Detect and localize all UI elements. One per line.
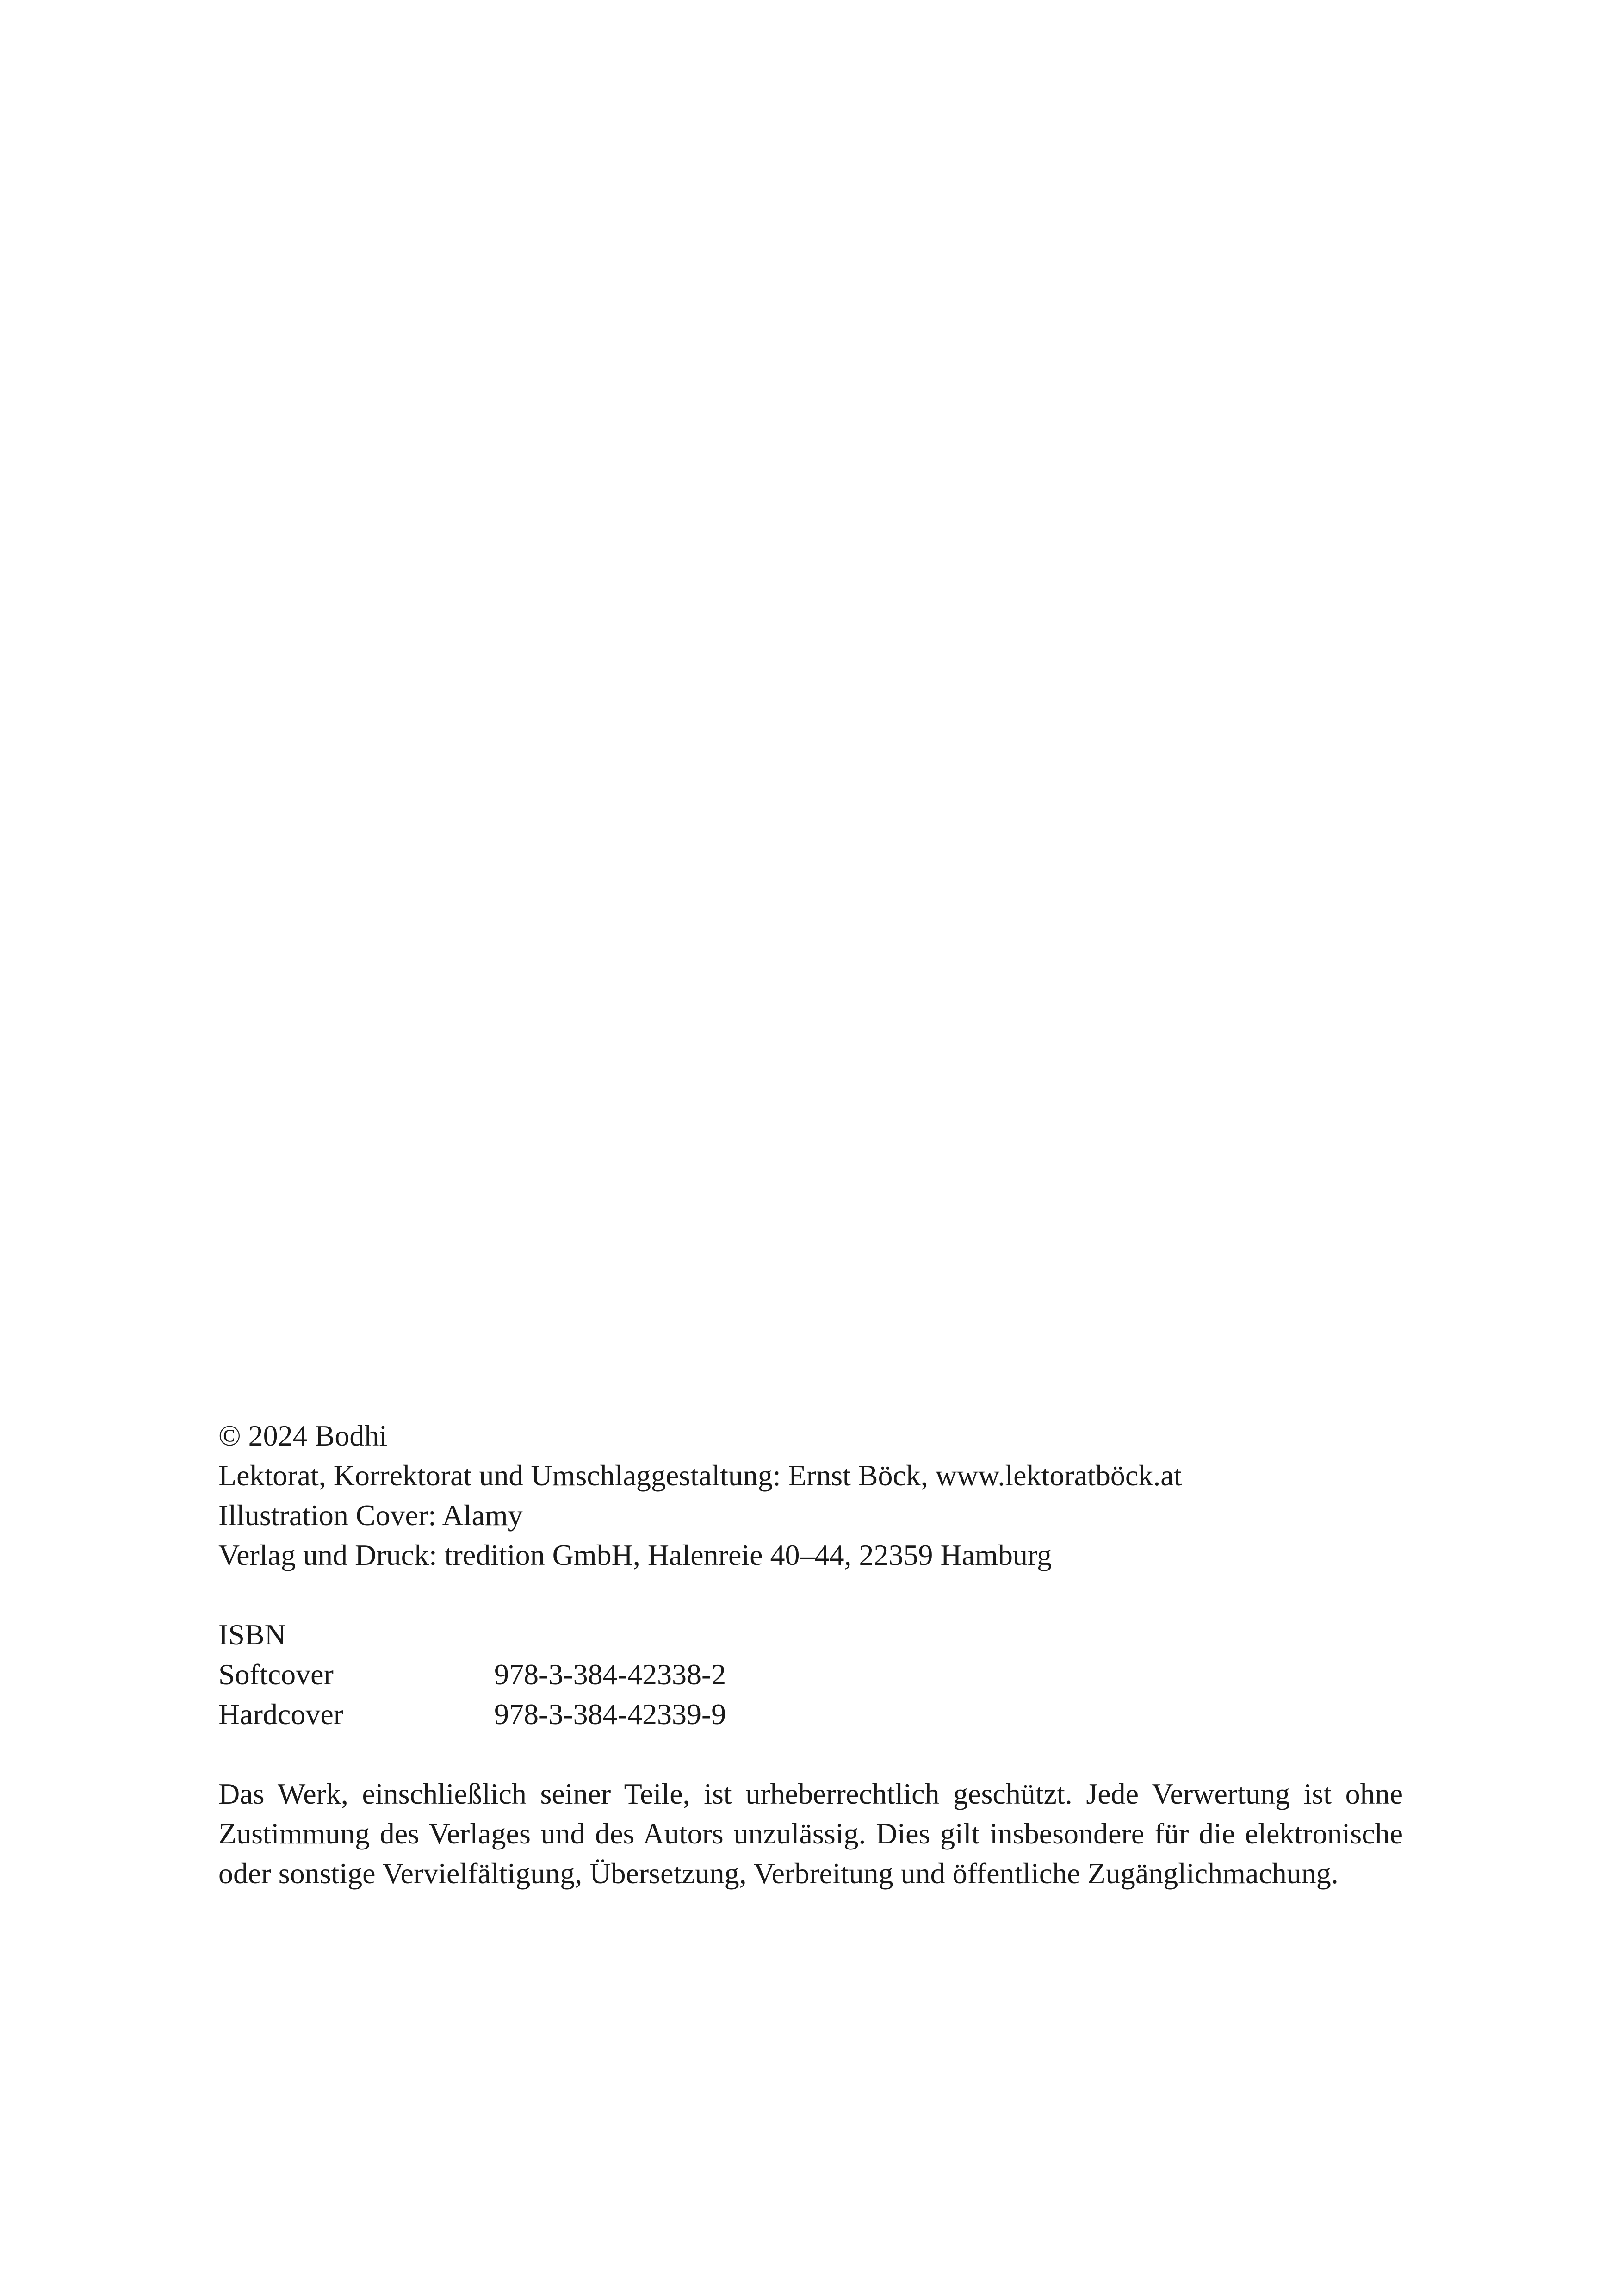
credits-block: [218, 1456, 1403, 1575]
isbn-number: 978-3-384-42338-2: [494, 1658, 726, 1691]
credit-cover-illustration-line: Illustration Cover: Alamy: [218, 1499, 523, 1532]
isbn-row-hardcover: [218, 1694, 1403, 1734]
copyright-line: © 2024 Bodhi: [218, 1419, 388, 1452]
isbn-label: Hardcover: [218, 1698, 344, 1731]
imprint-block: [218, 1416, 1403, 1893]
isbn-heading: ISBN: [218, 1618, 286, 1651]
credit-publisher-line: Verlag und Druck: tredition GmbH, Halenreie 40–44, 22359 Hamburg: [218, 1539, 1052, 1571]
isbn-block: [218, 1615, 1403, 1734]
isbn-label: Softcover: [218, 1658, 334, 1691]
isbn-row-softcover: [218, 1655, 1403, 1694]
legal-notice: Das Werk, einschließlich seiner Teile, ist urheberrechtlich geschützt. Jede Verwertung ist ohne Zustimmung des Verlages und des Autors unzulässig. Dies gilt insbesondere für die elektronische oder sonstige Vervielfältigung, Übersetzung, Verbreitung und öffentliche Zugänglichmachung.: [218, 1777, 1403, 1890]
credit-editing-line: Lektorat, Korrektorat und Umschlaggestaltung: Ernst Böck, www.lektoratböck.at: [218, 1459, 1182, 1492]
isbn-number: 978-3-384-42339-9: [494, 1698, 726, 1731]
